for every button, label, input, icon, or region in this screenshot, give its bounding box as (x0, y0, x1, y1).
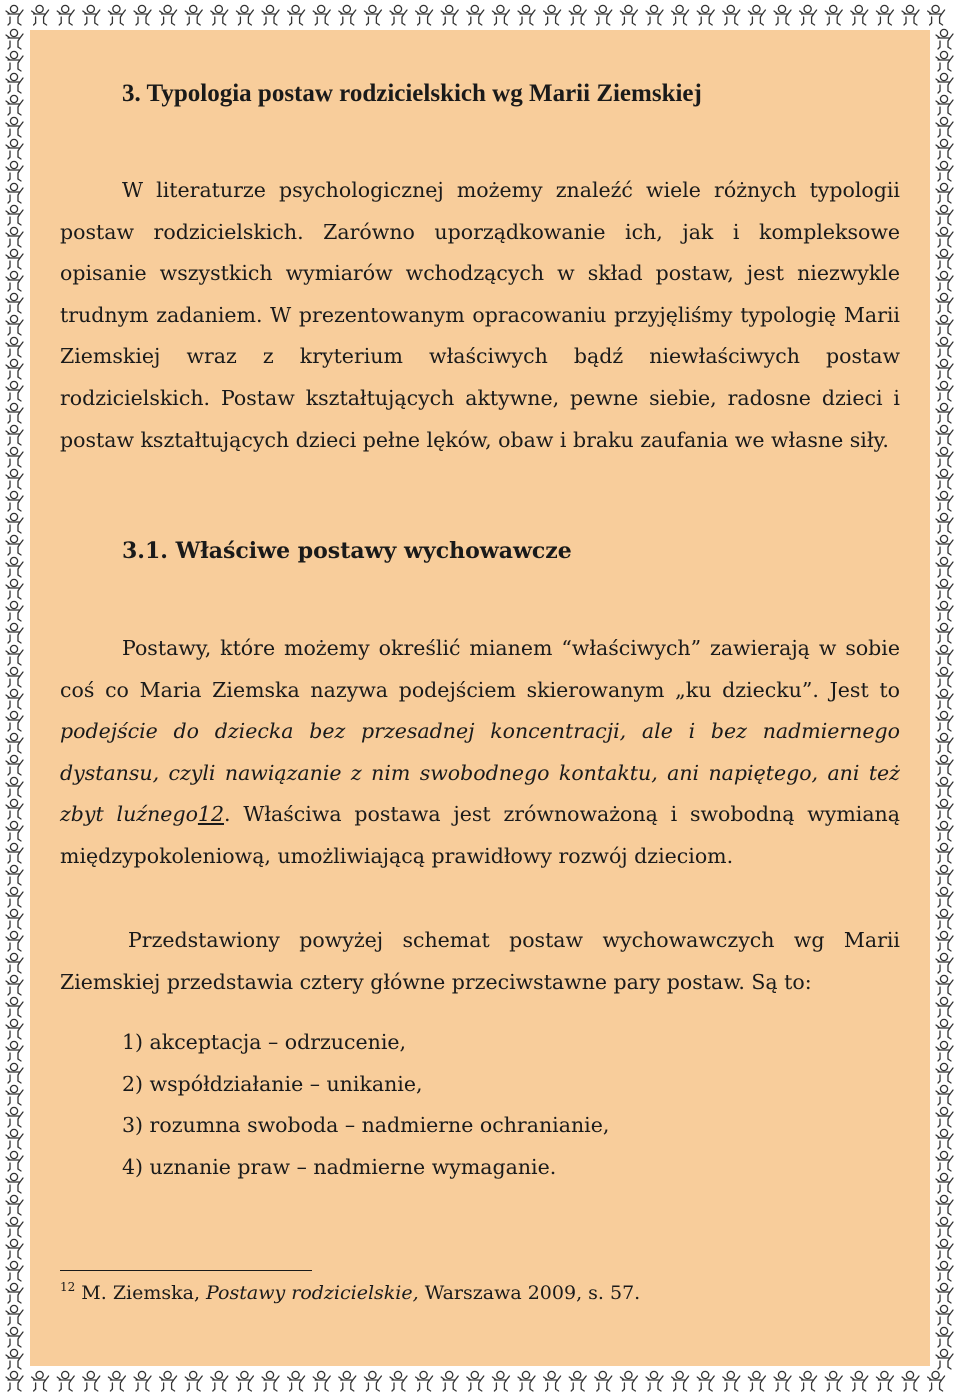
kid-icon (936, 623, 953, 643)
kid-icon (6, 1019, 23, 1039)
kid-icon (6, 205, 23, 225)
kid-icon (467, 5, 484, 25)
kid-icon (936, 513, 953, 533)
kid-icon (936, 1261, 953, 1281)
kid-icon (936, 469, 953, 489)
kid-icon (936, 843, 953, 863)
kid-icon (467, 1371, 484, 1391)
kid-icon (544, 1371, 561, 1391)
kid-icon (6, 579, 23, 599)
kid-icon (936, 1305, 953, 1325)
footnote-reference[interactable]: 12 (197, 802, 224, 827)
kid-icon (936, 337, 953, 357)
kid-icon (364, 5, 381, 25)
kid-icon (936, 29, 953, 49)
kid-icon (6, 953, 23, 973)
kid-icon (936, 865, 953, 885)
kid-icon (825, 1371, 842, 1391)
kid-icon (6, 293, 23, 313)
kid-icon (936, 1041, 953, 1061)
kid-icon (936, 733, 953, 753)
list-item: 1) akceptacja – odrzucenie, (122, 1030, 407, 1054)
kid-icon (6, 447, 23, 467)
kid-icon (160, 5, 177, 25)
kid-icon (6, 755, 23, 775)
kid-icon (160, 1371, 177, 1391)
kid-icon (32, 5, 49, 25)
kid-icon (774, 1371, 791, 1391)
kid-icon (6, 601, 23, 621)
kid-icon (936, 425, 953, 445)
paragraph-intro (60, 170, 900, 461)
attitude-pairs-list (122, 1022, 609, 1188)
kid-icon (936, 117, 953, 137)
kid-icon (416, 1371, 433, 1391)
kid-icon (6, 227, 23, 247)
kid-icon (390, 5, 407, 25)
kid-icon (936, 315, 953, 335)
kid-icon (936, 601, 953, 621)
kid-icon (936, 931, 953, 951)
kid-icon (620, 5, 637, 25)
kid-icon (936, 755, 953, 775)
kid-icon (902, 1371, 919, 1391)
kid-icon (6, 491, 23, 511)
kid-icon (723, 1371, 740, 1391)
kid-icon (851, 1371, 868, 1391)
footnote-rest: Warszawa 2009, s. 57. (418, 1282, 641, 1304)
kid-icon (6, 1129, 23, 1149)
kid-icon (6, 73, 23, 93)
kid-icon (416, 5, 433, 25)
kid-icon (936, 1151, 953, 1171)
kid-icon (6, 337, 23, 357)
kid-icon (185, 5, 202, 25)
kid-icon (936, 293, 953, 313)
kid-icon (6, 557, 23, 577)
kid-icon (83, 1371, 100, 1391)
kid-icon (936, 997, 953, 1017)
kid-icon (697, 5, 714, 25)
kid-icon (697, 1371, 714, 1391)
kid-icon (492, 5, 509, 25)
kid-icon (6, 777, 23, 797)
kid-icon (6, 1151, 23, 1171)
kid-icon (595, 1371, 612, 1391)
kid-icon (6, 711, 23, 731)
kid-icon (774, 5, 791, 25)
kid-icon (936, 887, 953, 907)
kid-icon (6, 799, 23, 819)
kid-icon (6, 997, 23, 1017)
kid-icon (902, 5, 919, 25)
kid-icon (441, 1371, 458, 1391)
kid-icon (876, 1371, 893, 1391)
kid-icon (748, 1371, 765, 1391)
footnote-author: M. Ziemska, (81, 1282, 207, 1304)
kid-icon (936, 711, 953, 731)
footnote-number: 12 (60, 1280, 76, 1294)
kid-icon (6, 1173, 23, 1193)
kid-icon (6, 29, 23, 49)
kid-icon (6, 469, 23, 489)
kid-icon (936, 1239, 953, 1259)
kid-icon (936, 271, 953, 291)
kid-icon (6, 1371, 23, 1391)
kid-icon (6, 51, 23, 71)
paragraph-schema (60, 920, 900, 1003)
kid-icon (6, 865, 23, 885)
kid-icon (492, 1371, 509, 1391)
kid-icon (6, 931, 23, 951)
paragraph-quote: podejście do dziecka bez przesadnej koncentracji, ale i bez nadmiernego dystansu, czyli nawiązanie z nim swobodnego kontaktu, ani napiętego, ani też zbyt luźnego (60, 719, 900, 827)
kid-icon (262, 1371, 279, 1391)
kid-icon (134, 1371, 151, 1391)
kid-icon (390, 1371, 407, 1391)
kid-icon (936, 1283, 953, 1303)
kid-icon (313, 1371, 330, 1391)
kid-icon (6, 1283, 23, 1303)
section-heading: 3.1. Właściwe postawy wychowawcze (122, 538, 572, 564)
kid-icon (936, 1107, 953, 1127)
paragraph-schema-text: Przedstawiony powyżej schemat postaw wychowawczych wg Marii Ziemskiej przedstawia cztery główne przeciwstawne pary postaw. Są to: (60, 928, 900, 994)
kid-icon (936, 95, 953, 115)
kid-icon (936, 1349, 953, 1369)
kid-icon (6, 1085, 23, 1105)
kid-icon (6, 1063, 23, 1083)
kid-icon (936, 1019, 953, 1039)
kid-icon (6, 359, 23, 379)
kid-icon (672, 1371, 689, 1391)
kid-icon (936, 821, 953, 841)
kid-icon (748, 5, 765, 25)
kid-icon (6, 667, 23, 687)
kid-icon (6, 887, 23, 907)
kid-icon (936, 1195, 953, 1215)
kid-icon (185, 1371, 202, 1391)
kid-icon (32, 1371, 49, 1391)
kid-icon (851, 5, 868, 25)
kid-icon (936, 73, 953, 93)
kid-icon (6, 733, 23, 753)
paragraph-tail: . Właściwa postawa jest zrównoważoną i swobodną wymianą międzypokoleniową, umożliwiającą prawidłowy rozwój dzieciom. (60, 802, 900, 868)
kid-icon (936, 205, 953, 225)
kid-icon (936, 909, 953, 929)
kid-icon (6, 623, 23, 643)
kid-icon (6, 1261, 23, 1281)
kid-icon (6, 1195, 23, 1215)
kid-icon (6, 821, 23, 841)
footnote-title: Postawy rodzicielskie, (206, 1282, 419, 1304)
paragraph-proper-attitudes (60, 628, 900, 878)
kid-icon (936, 403, 953, 423)
kid-icon (441, 5, 458, 25)
kid-icon (288, 1371, 305, 1391)
kid-icon (313, 5, 330, 25)
page-title: 3. Typologia postaw rodzicielskich wg Marii Ziemskiej (122, 80, 702, 107)
kid-icon (876, 5, 893, 25)
kid-icon (620, 1371, 637, 1391)
kid-icon (936, 1085, 953, 1105)
kid-icon (6, 1349, 23, 1369)
kid-icon (6, 645, 23, 665)
kid-icon (936, 381, 953, 401)
kid-icon (595, 5, 612, 25)
kid-icon (6, 1217, 23, 1237)
kid-icon (936, 535, 953, 555)
footnote-divider (60, 1270, 312, 1271)
kid-icon (236, 5, 253, 25)
kid-icon (800, 1371, 817, 1391)
kid-icon (6, 381, 23, 401)
kid-icon (6, 403, 23, 423)
kid-icon (936, 1217, 953, 1237)
kid-icon (936, 557, 953, 577)
kid-icon (6, 909, 23, 929)
kid-icon (518, 1371, 535, 1391)
kid-icon (936, 1327, 953, 1347)
kid-icon (936, 161, 953, 181)
kid-icon (57, 5, 74, 25)
kid-icon (936, 1063, 953, 1083)
kid-icon (936, 491, 953, 511)
kid-icon (518, 5, 535, 25)
kid-icon (108, 1371, 125, 1391)
kid-icon (936, 645, 953, 665)
kid-icon (6, 249, 23, 269)
kid-icon (6, 1327, 23, 1347)
kid-icon (936, 447, 953, 467)
kid-icon (672, 5, 689, 25)
kid-icon (936, 777, 953, 797)
kid-icon (928, 5, 945, 25)
paragraph-intro-text: W literaturze psychologicznej możemy znaleźć wiele różnych typologii postaw rodzicielskich. Zarówno uporządkowanie ich, jak i kompleksowe opisanie wszystkich wymiarów wchodzących w skład postaw, jest niezwykle trudnym zadaniem. W prezentowanym opracowaniu przyjęliśmy typologię Marii Ziemskiej wraz z kryterium właściwych bądź niewłaściwych postaw rodzicielskich. Postaw kształtujących aktywne, pewne siebie, radosne dzieci i postaw kształtujących dzieci pełne lęków, obaw i braku zaufania we własne siły. (60, 178, 900, 452)
kid-icon (6, 1239, 23, 1259)
kid-icon (936, 183, 953, 203)
kid-icon (6, 689, 23, 709)
kid-icon (236, 1371, 253, 1391)
kid-icon (569, 1371, 586, 1391)
list-item: 3) rozumna swoboda – nadmierne ochranianie, (122, 1113, 610, 1138)
kid-icon (57, 1371, 74, 1391)
kid-icon (6, 425, 23, 445)
kid-icon (6, 1305, 23, 1325)
kid-icon (134, 5, 151, 25)
kid-icon (83, 5, 100, 25)
kid-icon (936, 1173, 953, 1193)
kid-icon (936, 359, 953, 379)
kid-icon (6, 95, 23, 115)
kid-icon (936, 51, 953, 71)
kid-icon (928, 1371, 945, 1391)
kid-icon (6, 183, 23, 203)
kid-icon (6, 1107, 23, 1127)
kid-icon (6, 117, 23, 137)
kid-icon (6, 271, 23, 291)
kid-icon (262, 5, 279, 25)
kid-icon (6, 5, 23, 25)
kid-icon (646, 1371, 663, 1391)
kid-icon (646, 5, 663, 25)
kid-icon (6, 535, 23, 555)
paragraph-lead: Postawy, które możemy określić mianem “właściwych” zawierają w sobie coś co Maria Ziemska nazywa podejściem skierowanym „ku dziecku”. Jest to (60, 636, 900, 702)
kid-icon (936, 799, 953, 819)
kid-icon (936, 1129, 953, 1149)
kid-icon (6, 315, 23, 335)
kid-icon (339, 5, 356, 25)
list-item: 4) uznanie praw – nadmierne wymaganie. (122, 1154, 557, 1179)
kid-icon (544, 5, 561, 25)
kid-icon (288, 5, 305, 25)
footnote (60, 1280, 640, 1304)
kid-icon (936, 975, 953, 995)
kid-icon (211, 5, 228, 25)
kid-icon (6, 139, 23, 159)
document-page (30, 30, 930, 1366)
kid-icon (6, 161, 23, 181)
kid-icon (211, 1371, 228, 1391)
kid-icon (936, 579, 953, 599)
kid-icon (6, 1041, 23, 1061)
kid-icon (936, 689, 953, 709)
kid-icon (339, 1371, 356, 1391)
kid-icon (364, 1371, 381, 1391)
kid-icon (6, 843, 23, 863)
kid-icon (825, 5, 842, 25)
list-item: 2) współdziałanie – unikanie, (122, 1071, 423, 1096)
kid-icon (6, 975, 23, 995)
kid-icon (936, 667, 953, 687)
kid-icon (936, 249, 953, 269)
kid-icon (936, 139, 953, 159)
kid-icon (569, 5, 586, 25)
kid-icon (723, 5, 740, 25)
kid-icon (936, 227, 953, 247)
kid-icon (800, 5, 817, 25)
kid-icon (936, 953, 953, 973)
kid-icon (6, 513, 23, 533)
kid-icon (108, 5, 125, 25)
